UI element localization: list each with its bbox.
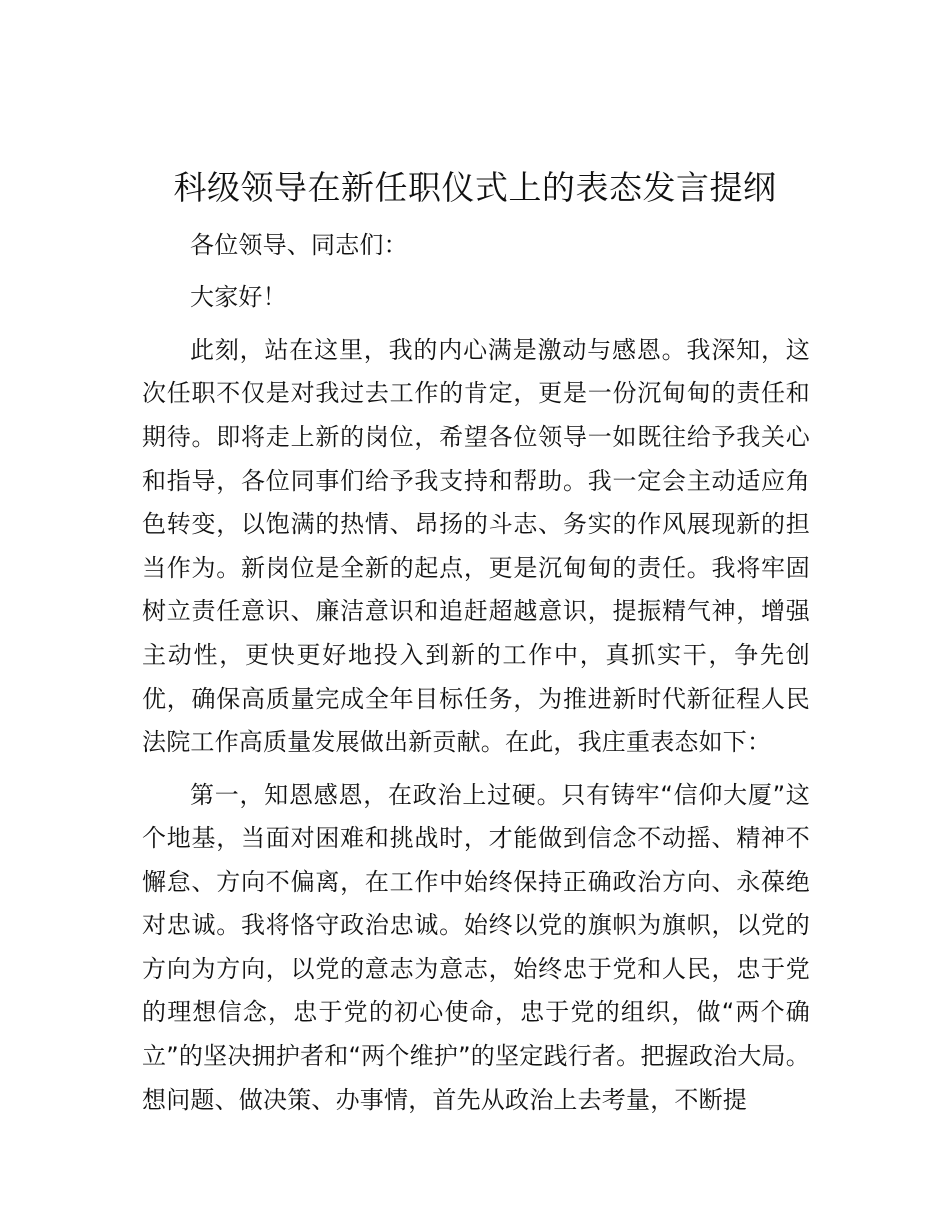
greeting-paragraph: 大家好！ — [190, 283, 287, 312]
document-body — [142, 224, 810, 1131]
document-title: 科级领导在新任职仪式上的表态发言提纲 — [173, 168, 777, 207]
body-paragraph: 此刻，站在这里，我的内心满是激动与感恩。我深知，这次任职不仅是对我过去工作的肯定，更是一份沉甸甸的责任和期待。即将走上新的岗位，希望各位领导一如既往给予我关心和指导，各位同事们给予我支持和帮助。我一定会主动适应角色转变，以饱满的热情、昂扬的斗志、务实的作风展现新的担当作为。新岗位是全新的起点，更是沉甸甸的责任。我将牢固树立责任意识、廉洁意识和追赶超越意识，提振精气神，增强主动性，更快更好地投入到新的工作中，真抓实干，争先创优，确保高质量完成全年目标任务，为推进新时代新征程人民法院工作高质量发展做出新贡献。在此，我庄重表态如下： — [142, 335, 810, 757]
salutation-paragraph: 各位领导、同志们： — [190, 231, 408, 259]
body-paragraph: 第一，知恩感恩，在政治上过硬。只有铸牢“信仰大厦”这个地基，当面对困难和挑战时，才能做到信念不动摇、精神不懈怠、方向不偏离，在工作中始终保持正确政治方向、永葆绝对忠诚。我将恪守政治忠诚。始终以党的旗帜为旗帜，以党的方向为方向，以党的意志为意志，始终忠于党和人民，忠于党的理想信念，忠于党的初心使命，忠于党的组织，做“两个确立”的坚决拥护者和“两个维护”的坚定践行者。把握政治大局。想问题、做决策、办事情，首先从政治上去考量，不断提 — [142, 780, 810, 1114]
